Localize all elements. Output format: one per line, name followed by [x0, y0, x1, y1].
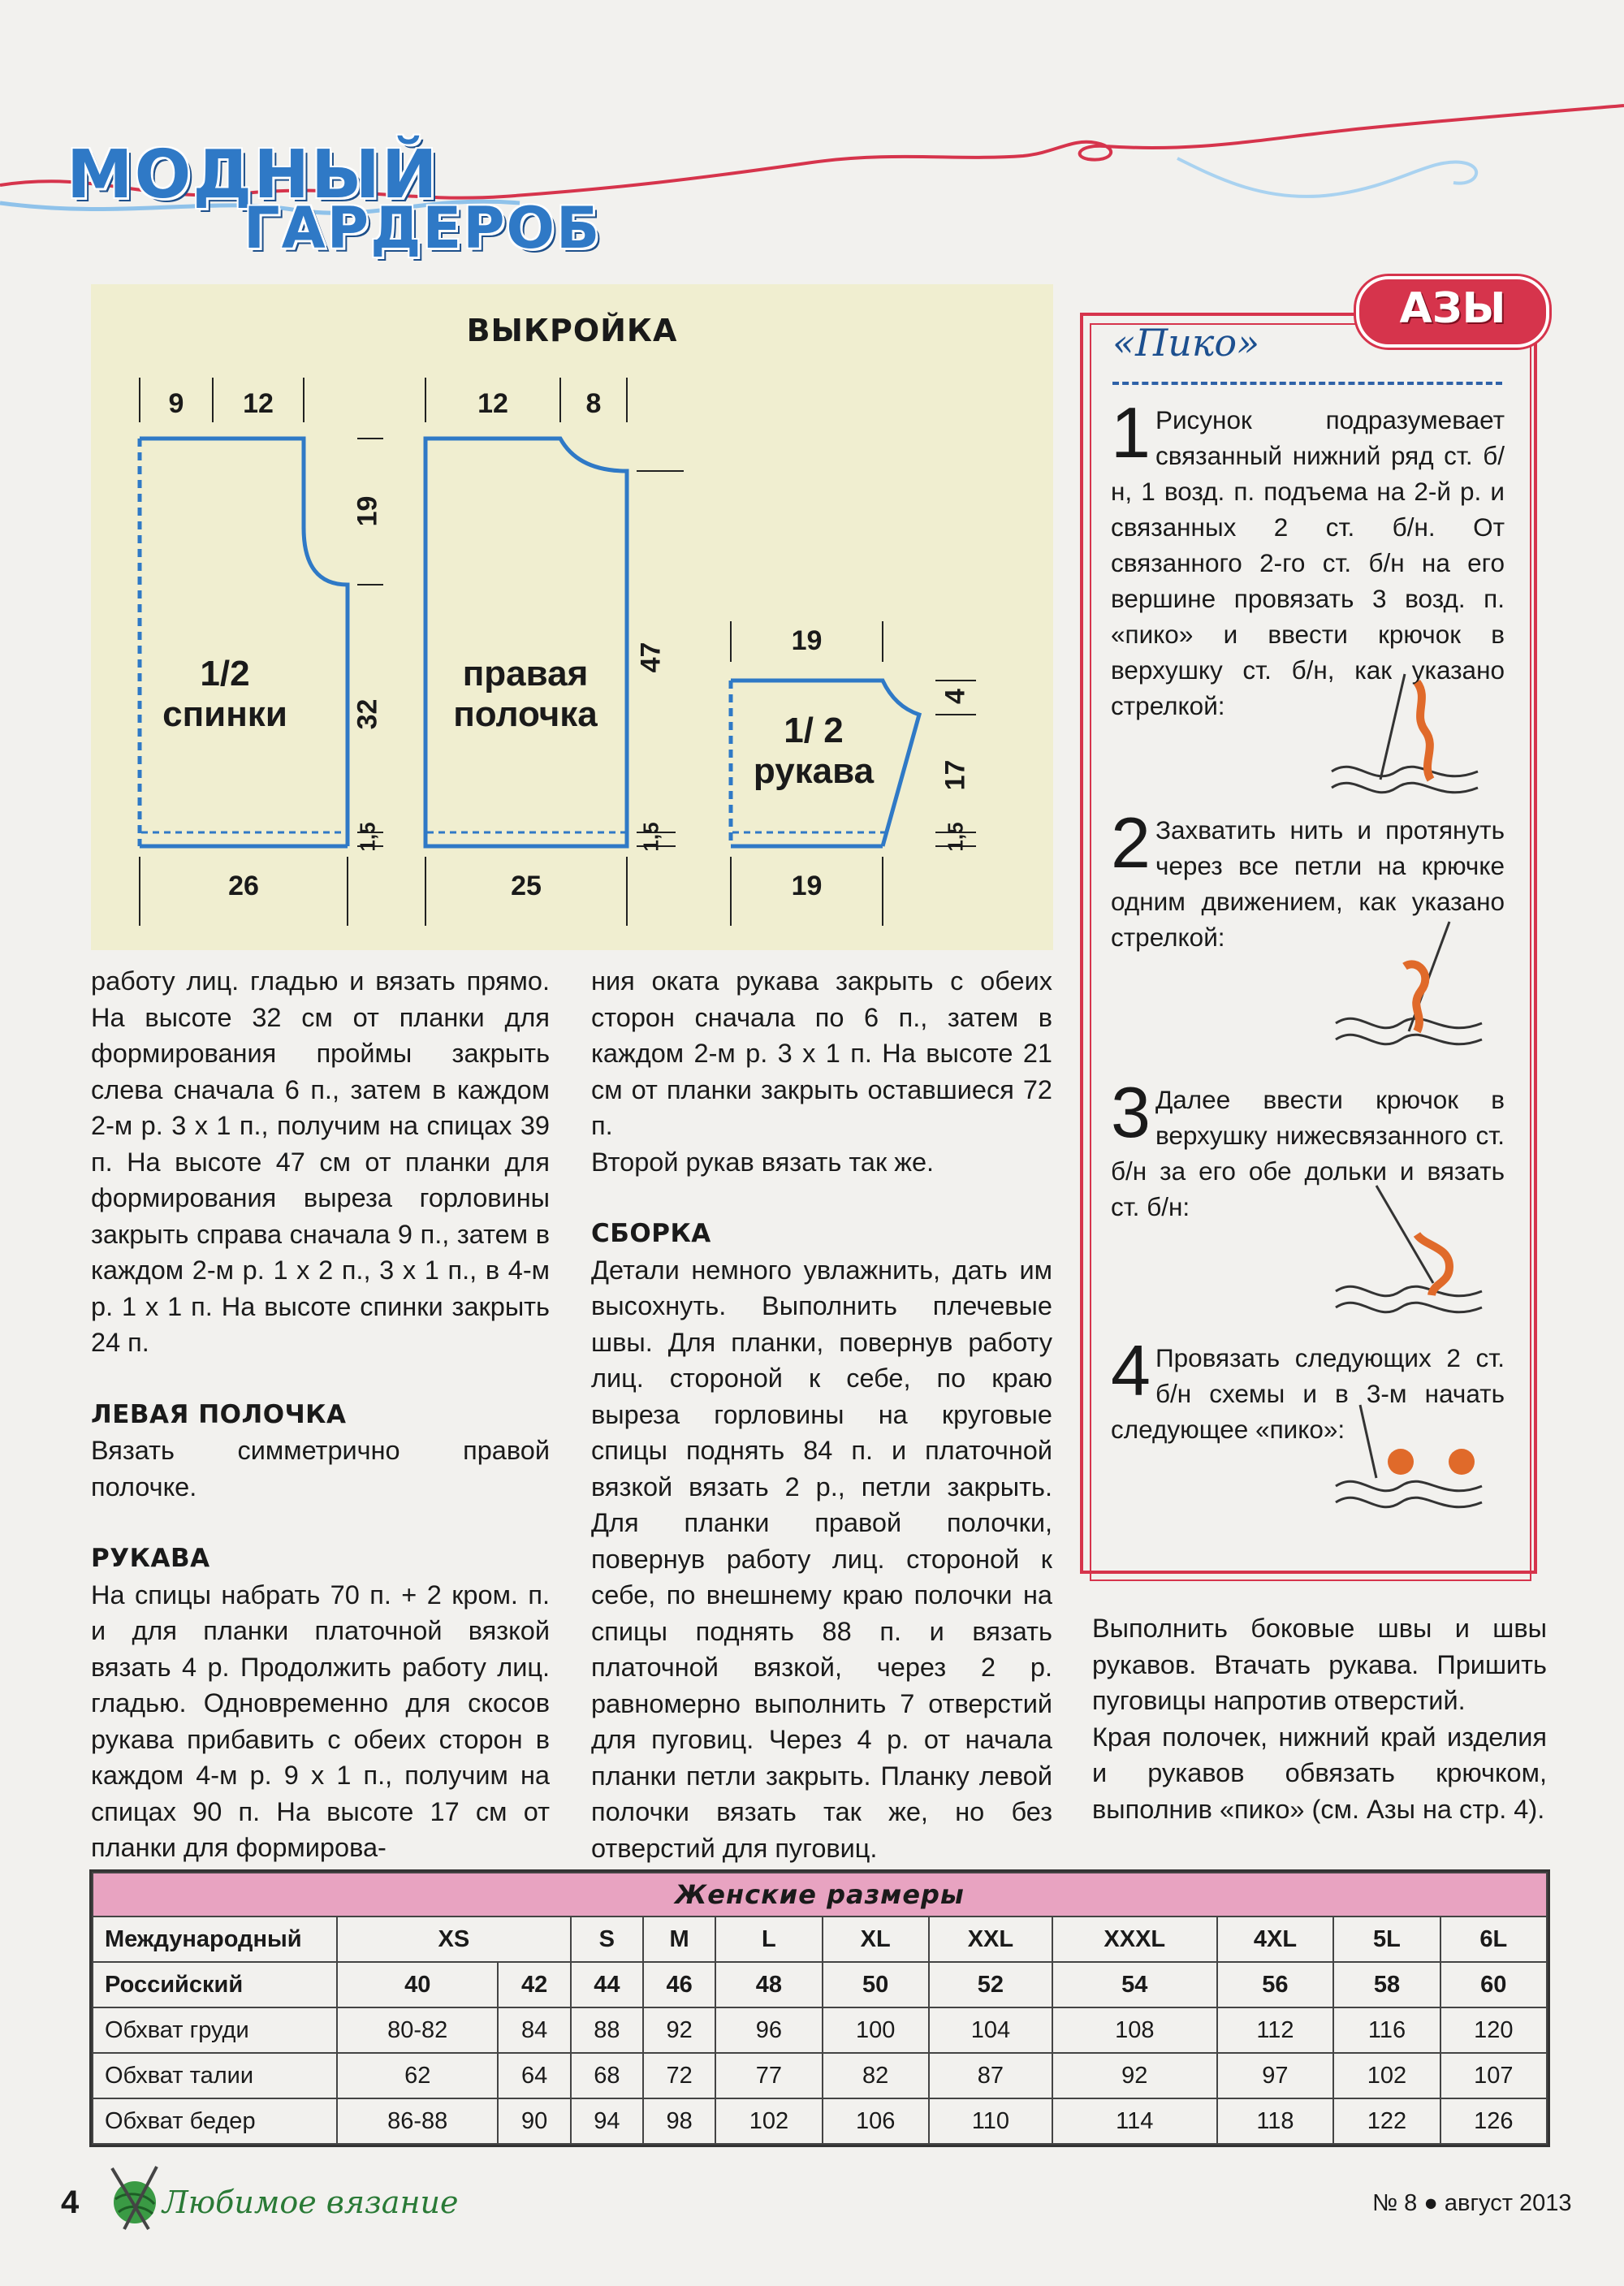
yarn-ball-logo-icon [104, 2160, 169, 2233]
back-dim-side-body: 32 [352, 698, 383, 730]
issue-info: № 8 ● август 2013 [1372, 2190, 1572, 2216]
sleeve-dim-bottom: 19 [791, 871, 823, 901]
front-piece-label: правая полочка [453, 654, 598, 734]
table-row: Обхват бедер 86-88 90 94 98 102 106 110 114 118 122 126 [93, 2098, 1547, 2144]
magazine-section-title-line1: МОДНЫЙ [67, 136, 439, 214]
step-number: 1 [1111, 392, 1151, 473]
sleeve-dim-side-length: 17 [939, 759, 971, 791]
section-heading-assembly: СБОРКА [591, 1219, 711, 1248]
text-column-2 [591, 963, 1052, 1866]
back-dim-top-2: 12 [243, 388, 274, 419]
step-number: 3 [1111, 1072, 1151, 1152]
front-dim-side-height: 47 [635, 642, 667, 673]
size-table-title-row [93, 1873, 1547, 1917]
paragraph: На спицы набрать 70 п. + 2 кром. п. и для планки платочной вязкой вязать 4 р. Продолжить работу лиц. гладью. Одновременно для скосов рукава прибавить с обеих сторон в каждом 4-м р. 9 х 1 п., получим на спицах 90 п. На высоте 17 см от планки для формирова- [91, 1579, 550, 1862]
pattern-drawing [91, 284, 1053, 950]
step-number: 4 [1111, 1330, 1151, 1411]
crochet-stitch-illustration-3 [1328, 1178, 1490, 1320]
table-row: Международный XS S M L XL XXL XXXL 4XL 5L 6L [93, 1917, 1547, 1962]
text-column-1 [91, 963, 550, 1866]
front-dim-top-2: 8 [585, 388, 602, 419]
section-heading-left-front: ЛЕВАЯ ПОЛОЧКА [91, 1399, 347, 1429]
front-dim-top-1: 12 [477, 388, 508, 419]
crochet-stitch-illustration-2 [1328, 910, 1490, 1052]
step-number: 2 [1111, 802, 1151, 883]
section-heading-sleeves: РУКАВА [91, 1544, 210, 1573]
front-dim-bottom: 25 [511, 871, 542, 901]
sleeve-dim-side-cap: 4 [939, 689, 971, 704]
magazine-section-title-line2: ГАРДЕРОБ [244, 195, 602, 261]
crochet-stitch-illustration-4 [1328, 1397, 1490, 1519]
back-piece-label: 1/2 спинки [162, 654, 287, 734]
step-text: Захватить нить и протянуть через все петли на крючке одним движением, как указано стрелкой: [1111, 815, 1505, 952]
back-dim-side-armhole: 19 [352, 495, 383, 527]
paragraph: Второй рукав вязать так же. [591, 1147, 935, 1177]
table-row: Российский 40 42 44 46 48 50 52 54 56 58 60 [93, 1962, 1547, 2007]
pattern-title: ВЫКРОЙКА [466, 313, 678, 348]
step-text: Провязать следующих 2 ст. б/н схемы и в 3-м начать следующее «пико»: [1111, 1343, 1505, 1444]
size-table [89, 1869, 1550, 2147]
sleeve-piece-label: 1/ 2 рукава [753, 711, 875, 791]
paragraph: Выполнить боковые швы и швы рукавов. Втачать рукава. Пришить пуговицы напротив отверстий. [1092, 1614, 1547, 1715]
back-dim-bottom: 26 [228, 871, 259, 901]
sleeve-dim-top: 19 [791, 625, 823, 656]
crochet-stitch-illustration-1 [1324, 658, 1486, 800]
sleeve-dim-side-band: 1,5 [943, 822, 968, 852]
paragraph: Детали немного увлажнить, дать им высохнуть. Выполнить плечевые швы. Для планки, повернув работу лиц. стороной к себе, по краю выреза горловины на круговые спицы поднять 84 п. и платочной вязкой вязать 2 р., петли закрыть. Для планки правой полочки, повернув работу лиц. стороной к себе, по внешнему краю полочки на спицы поднять 88 п. и вязать платочной вязкой, через 2 р. равномерно выполнить 7 отверстий для пуговиц. Через 4 р. от начала планки петли закрыть. Планку левой полочки вязать так же, но без отверстий для пуговиц. [591, 1255, 1052, 1863]
paragraph: Края полочек, нижний край изделия и рукавов обвязать крючком, выполнив «пико» (см. Азы на стр. 4). [1092, 1722, 1547, 1824]
paragraph: Вязать симметрично правой полочке. [91, 1436, 550, 1502]
picot-title: «Пико» [1112, 321, 1260, 365]
table-row: Обхват груди 80-82 84 88 92 96 100 104 108 112 116 120 [93, 2007, 1547, 2053]
text-column-3 [1092, 1610, 1547, 1827]
paragraph: ния оката рукава закрыть с обеих сторон сначала по 6 п., затем в каждом 2-м р. 3 х 1 п. На высоте 21 см от планки закрыть оставшиеся 72 п. [591, 966, 1052, 1140]
table-row: Обхват талии 62 64 68 72 77 82 87 92 97 102 107 [93, 2053, 1547, 2098]
magazine-title: Любимое вязание [162, 2184, 459, 2220]
step-text: Рисунок подразумевает связанный нижний ряд ст. б/н, 1 возд. п. подъема на 2-й р. и связанных 2 ст. б/н. От связанного 2-го ст. б/н на его вершине провязать 3 возд. п. «пико» и ввести крючок в верхушку ст. б/н, как указано стрелкой: [1111, 405, 1505, 720]
dashed-divider [1112, 382, 1502, 385]
back-dim-top-1: 9 [168, 388, 184, 419]
front-dim-side-band: 1,5 [638, 822, 663, 852]
page-number: 4 [61, 2184, 80, 2220]
step-text: Далее ввести крючок в верхушку нижесвязанного ст. б/н за его обе дольки и вязать ст. б/н: [1111, 1085, 1505, 1221]
basics-badge: АЗЫ [1356, 276, 1549, 348]
back-dim-side-band: 1,5 [355, 822, 380, 852]
paragraph: работу лиц. гладью и вязать прямо. На высоте 32 см от планки для формирования проймы закрыть слева сначала 6 п., затем в каждом 2-м р. 3 х 1 п., получим на спицах 39 п. На высоте 47 см от планки для формирования выреза горловины закрыть справа сначала 9 п., затем в каждом 2-м р. 1 х 2 п., 3 х 1 п., в 4-м р. 1 х 1 п. На высоте спинки закрыть 24 п. [91, 966, 550, 1357]
pattern-diagram [91, 284, 1053, 950]
size-table-title: Женские размеры [93, 1873, 1547, 1917]
